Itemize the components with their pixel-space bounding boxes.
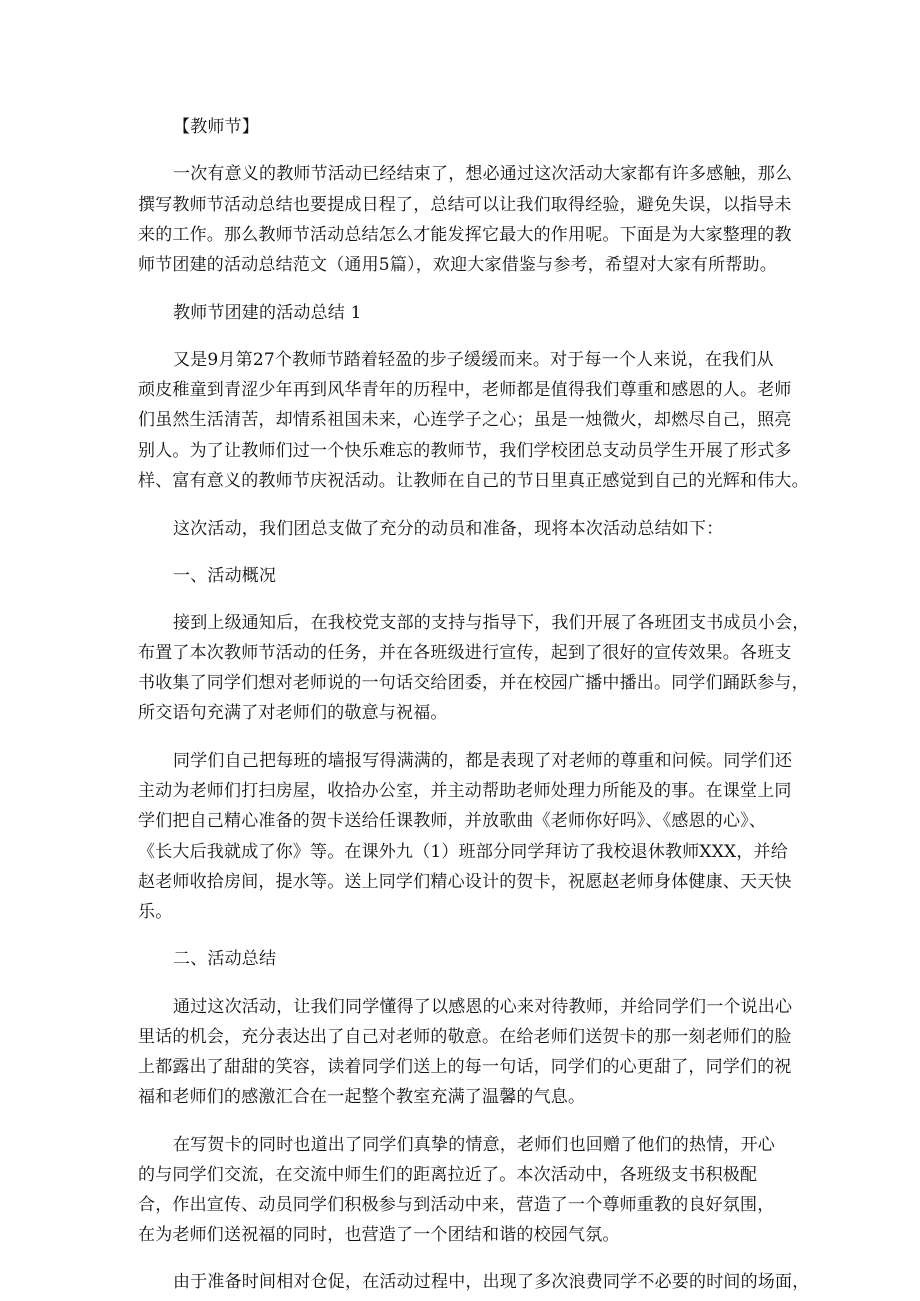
article-title: 教师节团建的活动总结 1 <box>173 303 362 323</box>
text-line: 又是9月第27个教师节踏着轻盈的步子缓缓而来。对于每一个人来说，在我们从 <box>173 350 774 370</box>
text-line: 别人。为了让教师们过一个快乐难忘的教师节，我们学校团总支动员学生开展了形式多 <box>138 441 792 461</box>
text-line: 福和老师们的感激汇合在一起整个教室充满了温馨的气息。 <box>138 1087 586 1107</box>
text-line: 接到上级通知后，在我校党支部的支持与指导下，我们开展了各班团支书成员小会， <box>173 613 810 633</box>
text-line: 书收集了同学们想对老师说的一句话交给团委，并在校园广播中播出。同学们踊跃参与， <box>138 673 809 693</box>
text-line: 来的工作。那么教师节活动总结怎么才能发挥它最大的作用呢。下面是为大家整理的教 <box>138 225 792 245</box>
text-line: 同学们自己把每班的墙报写得满满的，都是表现了对老师的尊重和问候。同学们还 <box>173 751 793 771</box>
section-1-title: 一、活动概况 <box>173 566 277 586</box>
text-line: 上都露出了甜甜的笑容，读着同学们送上的每一句话，同学们的心更甜了，同学们的祝 <box>138 1057 792 1077</box>
text-line: 所交语句充满了对老师们的敬意与祝福。 <box>138 703 448 723</box>
text-line: 顽皮稚童到青涩少年再到风华青年的历程中，老师都是值得我们尊重和感恩的人。老师 <box>138 380 792 400</box>
text-line: 主动为老师们打扫房屋，收拾办公室，并主动帮助老师处理力所能及的事。在课堂上同 <box>138 781 792 801</box>
section-2-title: 二、活动总结 <box>173 949 277 969</box>
document-title: 【教师节】 <box>173 117 259 137</box>
text-line: 学们把自己精心准备的贺卡送给任课教师，并放歌曲《老师你好吗》、《感恩的心》、 <box>138 811 767 831</box>
text-line: 师节团建的活动总结范文（通用5篇），欢迎大家借鉴与参考，希望对大家有所帮助。 <box>138 255 777 275</box>
text-line: 一次有意义的教师节活动已经结束了，想必通过这次活动大家都有许多感触，那么 <box>173 164 793 184</box>
text-line: 赵老师收拾房间，提水等。送上同学们精心设计的贺卡，祝愿赵老师身体健康、天天快 <box>138 872 792 892</box>
text-line: 乐。 <box>138 902 173 922</box>
text-line: 里话的机会，充分表达出了自己对老师的敬意。在给老师们送贺卡的那一刻老师们的脸 <box>138 1027 792 1047</box>
text-line: 由于准备时间相对仓促，在活动过程中，出现了多次浪费同学不必要的时间的场面， <box>173 1272 810 1292</box>
text-line: 《长大后我就成了你》等。在课外九（1）班部分同学拜访了我校退休教师XXX，并给 <box>138 842 788 862</box>
text-line: 在写贺卡的同时也道出了同学们真挚的情意，老师们也回赠了他们的热情，开心 <box>173 1135 775 1155</box>
text-line: 们虽然生活清苦，却情系祖国未来，心连学子之心；虽是一烛微火，却燃尽自己，照亮 <box>138 410 792 430</box>
text-line: 布置了本次教师节活动的任务，并在各班级进行宣传，起到了很好的宣传效果。各班支 <box>138 643 792 663</box>
text-line: 样、富有意义的教师节庆祝活动。让教师在自己的节日里真正感觉到自己的光辉和伟大。 <box>138 471 809 491</box>
text-line: 的与同学们交流，在交流中师生们的距离拉近了。本次活动中，各班级支书积极配 <box>138 1165 758 1185</box>
text-line: 合，作出宣传、动员同学们积极参与到活动中来，营造了一个尊师重教的良好氛围， <box>138 1195 775 1215</box>
text-line: 撰写教师节活动总结也要提成日程了，总结可以让我们取得经验，避免失误，以指导未 <box>138 195 792 215</box>
text-line: 通过这次活动，让我们同学懂得了以感恩的心来对待教师，并给同学们一个说出心 <box>173 997 793 1017</box>
paragraph-2: 这次活动，我们团总支做了充分的动员和准备，现将本次活动总结如下： <box>173 519 724 539</box>
text-line: 在为老师们送祝福的同时，也营造了一个团结和谐的校园气氛。 <box>138 1225 620 1245</box>
